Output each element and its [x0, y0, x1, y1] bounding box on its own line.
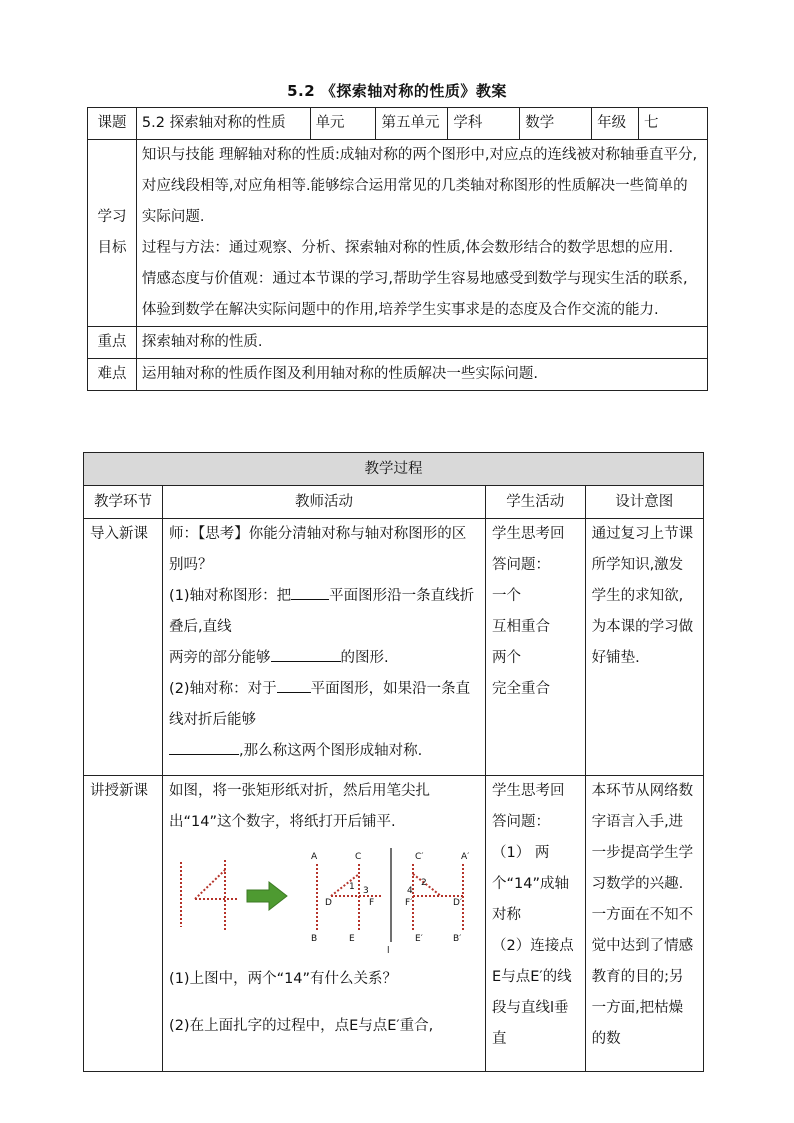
goals-cell [136, 140, 707, 327]
goal-emotion: 情感态度与价值观：通过本节课的学习,帮助学生容易地感受到数学与现实生活的联系,体验到数学在解决实际问题中的作用,培养学生实事求是的态度及合作交流的能力. [141, 271, 688, 318]
new-intro-text: 如图，将一张矩形纸对折，然后用笔尖扎出“14”这个数字，将纸打开后铺平. [169, 783, 431, 830]
grade-value: 七 [639, 108, 708, 140]
goals-label-line2: 目标 [97, 240, 127, 256]
grade-label: 年级 [592, 108, 639, 140]
intro-item-2: (2)轴对称：对于 平面图形，如果沿一条直线对折后能够 [169, 674, 479, 736]
label-3: 3 [363, 886, 369, 896]
mirror-14-four-diagonal [413, 874, 441, 896]
difficult-label: 难点 [88, 359, 137, 391]
intro-question: 师：【思考】你能分清轴对称与轴对称图形的区别吗？ [169, 526, 467, 573]
design-intent-intro: 通过复习上节课所学知识,激发学生的求知欲,为本课的学习做好铺垫. [585, 519, 703, 776]
intro-item-1-cont: 两旁的部分能够 的图形. [169, 643, 479, 674]
topic-value: 5.2 探索轴对称的性质 [136, 108, 310, 140]
label-D: D [325, 898, 332, 908]
new-question-1: (1)上图中，两个“14”有什么关系？ [169, 971, 398, 987]
goals-label [88, 140, 137, 327]
intro-item-2-cont: ,那么称这两个图形成轴对称. [169, 736, 479, 767]
teaching-process-table [83, 452, 704, 1072]
teacher-activity-new [163, 776, 486, 1072]
key-label: 重点 [88, 327, 137, 359]
label-B-prime: B′ [453, 934, 462, 944]
fill-blank [277, 678, 311, 693]
col-teacher: 教师活动 [163, 486, 486, 519]
teacher-activity-intro [163, 519, 486, 776]
label-4: 4 [407, 886, 413, 896]
lesson-info-table [87, 107, 708, 391]
design-intent-new: 本环节从网络数字语言入手,进一步提高学生学习数学的兴趣.一方面在不知不觉中达到了情感教育的目的;另一方面,把枯燥的数 [585, 776, 703, 1072]
left-14-four-diagonal [195, 870, 225, 899]
stage-intro: 导入新课 [84, 519, 163, 776]
new-question-2: (2)在上面扎字的过程中，点E与点E′重合, [169, 1018, 434, 1034]
goal-knowledge: 知识与技能 理解轴对称的性质:成轴对称的两个图形中,对应点的连线被对称轴垂直平分,对应线段相等,对应角相等.能够综合运用常见的几类轴对称图形的性质解决一些简单的实际问题. [141, 147, 698, 225]
label-1: 1 [349, 882, 355, 892]
label-E-prime: E′ [415, 934, 423, 944]
label-A-prime: A′ [461, 852, 470, 862]
fold-figure [169, 842, 479, 962]
label-F-prime: F′ [405, 898, 413, 908]
unit-label: 单元 [310, 108, 376, 140]
student-activity-new: 学生思考回答问题： （1） 两个“14”成轴对称 （2）连接点E与点E′的线段与直线l垂直 [486, 776, 586, 1072]
stage-new: 讲授新课 [84, 776, 163, 1072]
goal-process: 过程与方法：通过观察、分析、探索轴对称的性质,体会数形结合的数学思想的应用. [141, 240, 674, 256]
label-F: F [369, 898, 375, 908]
goals-label-line1: 学习 [97, 209, 127, 225]
green-arrow-icon [247, 882, 287, 910]
label-D-prime: D′ [453, 898, 463, 908]
difficult-value: 运用轴对称的性质作图及利用轴对称的性质解决一些实际问题. [136, 359, 707, 391]
fill-blank [291, 585, 329, 600]
label-2: 2 [421, 878, 427, 888]
label-C: C [355, 852, 362, 862]
intro-item-1: (1)轴对称图形：把 平面图形沿一条直线折叠后,直线 [169, 581, 479, 643]
student-activity-intro: 学生思考回答问题： 一个 互相重合 两个 完全重合 [486, 519, 586, 776]
label-E: E [349, 934, 355, 944]
label-axis-l: l [387, 946, 390, 956]
label-B: B [311, 934, 318, 944]
subject-label: 学科 [448, 108, 520, 140]
fill-blank [271, 647, 341, 662]
fold-figure-svg [169, 842, 479, 962]
label-C-prime: C′ [415, 852, 424, 862]
col-student: 学生活动 [486, 486, 586, 519]
right-14-four-diagonal [331, 874, 359, 896]
key-value: 探索轴对称的性质. [136, 327, 707, 359]
unit-value: 第五单元 [376, 108, 448, 140]
process-header: 教学过程 [84, 453, 704, 486]
col-stage: 教学环节 [84, 486, 163, 519]
label-A: A [311, 852, 318, 862]
subject-value: 数学 [520, 108, 592, 140]
topic-label: 课题 [88, 108, 137, 140]
document-title: 5.2 《探索轴对称的性质》教案 [287, 82, 507, 100]
fill-blank [169, 740, 239, 755]
col-design: 设计意图 [585, 486, 703, 519]
new-question-spacer [169, 995, 479, 1011]
